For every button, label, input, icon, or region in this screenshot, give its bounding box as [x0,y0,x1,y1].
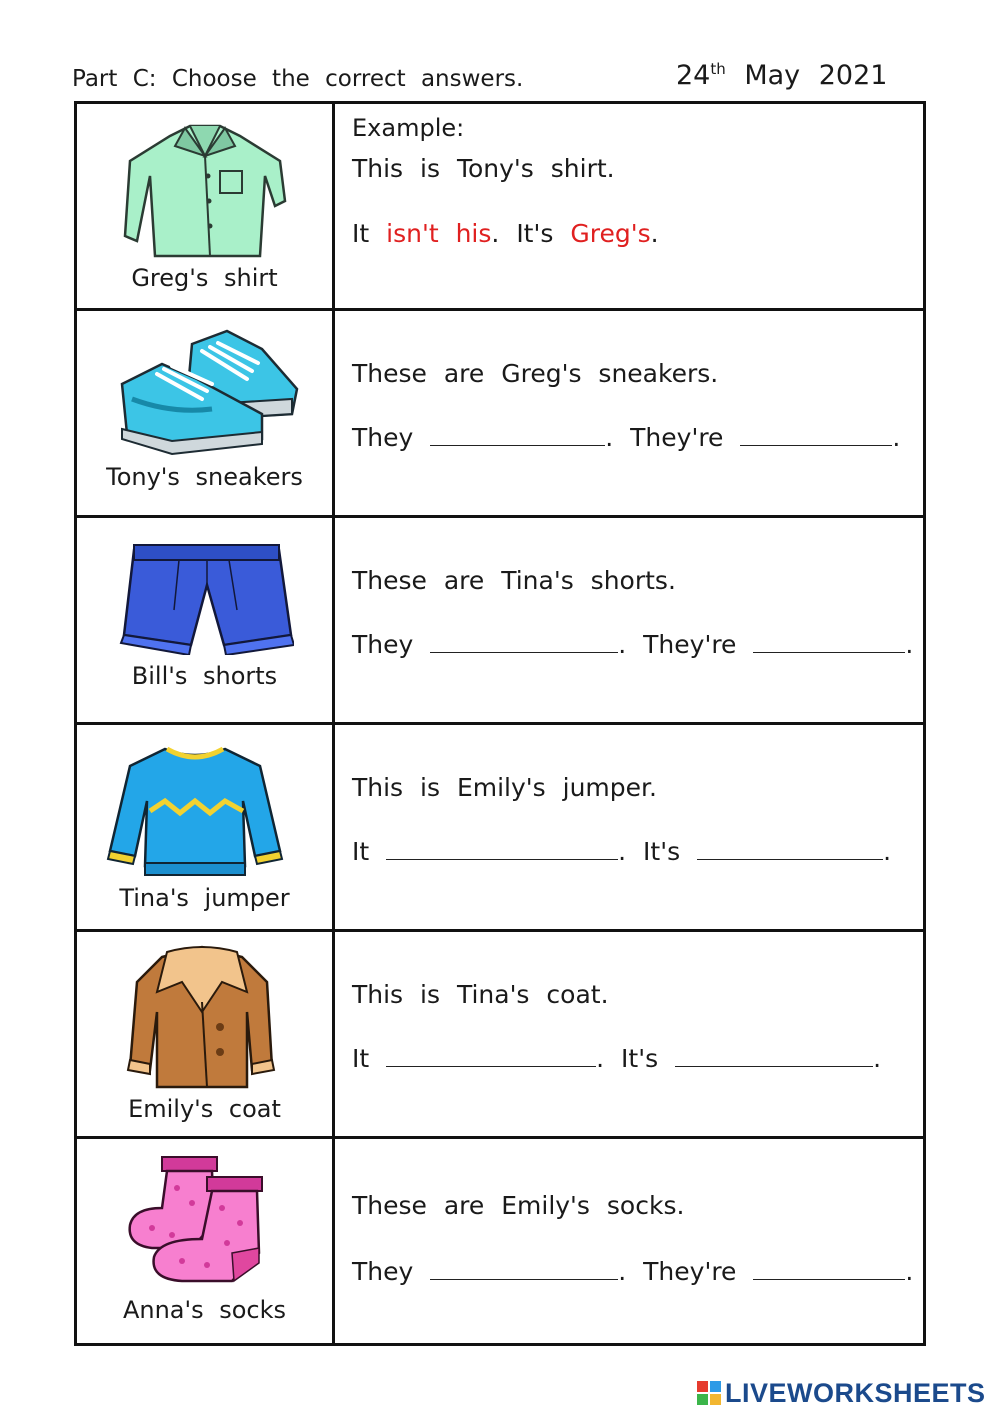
jumper-icon [105,741,285,881]
watermark [696,1376,986,1410]
sentence-cell [335,1139,923,1346]
statement: This is Tina's coat. [352,980,609,1009]
picture-cell [77,104,335,308]
answer-filled: isn't his [386,219,492,248]
item-caption: Tina's jumper [119,884,290,912]
answer-line [352,1044,881,1073]
answer-word: They're [630,423,724,452]
answer-blank[interactable] [386,839,618,860]
table-row [77,104,923,311]
shorts-icon [119,540,294,655]
picture-cell [77,932,335,1136]
answer-word: They're [643,630,737,659]
period: . [618,630,627,659]
table-row [77,1139,923,1346]
table-row [77,932,923,1139]
answer-blank[interactable] [753,1259,905,1280]
statement: These are Tina's shorts. [352,566,676,595]
coat-icon [122,942,282,1092]
exercise-table [74,101,926,1346]
answer-blank[interactable] [430,425,605,446]
answer-word: They [352,1257,414,1286]
answer-word: They're [643,1257,737,1286]
sneakers-icon [112,319,302,459]
period: . [618,837,627,866]
period: . [618,1257,627,1286]
answer-line [352,1257,913,1286]
answer-line [352,423,900,452]
answer-word: It [352,219,370,248]
date-rest: May 2021 [744,60,888,91]
item-caption: Anna's socks [122,1296,287,1324]
period: . [873,1044,882,1073]
answer-blank[interactable] [430,632,618,653]
answer-word: It's [621,1044,659,1073]
date-suffix: th [710,60,726,78]
answer-filled: Greg's [570,219,651,248]
answer-word: It [352,837,370,866]
date [676,60,887,91]
answer-word: They [352,630,414,659]
period: . [491,219,500,248]
answer-blank[interactable] [740,425,892,446]
period: . [905,1257,914,1286]
table-row [77,311,923,518]
picture-cell [77,1139,335,1346]
period: . [905,630,914,659]
period: . [892,423,901,452]
answer-blank[interactable] [697,839,883,860]
period: . [883,837,892,866]
answer-word: It [352,1044,370,1073]
socks-icon [122,1153,272,1293]
sentence-cell [335,932,923,1136]
sentence-cell [335,725,923,929]
answer-blank[interactable] [430,1259,618,1280]
table-row [77,518,923,725]
statement: This is Emily's jumper. [352,773,657,802]
picture-cell [77,518,335,722]
item-caption: Bill's shorts [131,662,278,690]
example-label: Example: [352,114,465,142]
answer-blank[interactable] [753,632,905,653]
answer-blank[interactable] [675,1046,873,1067]
answer-line [352,837,891,866]
picture-cell [77,311,335,515]
instruction: Part C: Choose the correct answers. [72,66,524,92]
item-caption: Tony's sneakers [106,463,303,491]
statement: This is Tony's shirt. [352,154,615,183]
watermark-text: LIVEWORKSHEETS [725,1377,986,1408]
sentence-cell [335,311,923,515]
period: . [605,423,614,452]
liveworksheets-logo-icon [696,1380,722,1406]
period: . [650,219,659,248]
answer-line [352,630,913,659]
shirt-icon [115,116,295,266]
item-caption: Emily's coat [128,1095,281,1123]
picture-cell [77,725,335,929]
sentence-cell [335,104,923,308]
answer-word: It's [516,219,554,248]
period: . [596,1044,605,1073]
statement: These are Emily's socks. [352,1191,685,1220]
statement: These are Greg's sneakers. [352,359,719,388]
item-caption: Greg's shirt [131,264,278,292]
sentence-cell [335,518,923,722]
table-row [77,725,923,932]
date-day: 24 [676,60,711,91]
answer-word: It's [643,837,681,866]
answer-word: They [352,423,414,452]
answer-blank[interactable] [386,1046,596,1067]
example-answer [352,219,659,248]
